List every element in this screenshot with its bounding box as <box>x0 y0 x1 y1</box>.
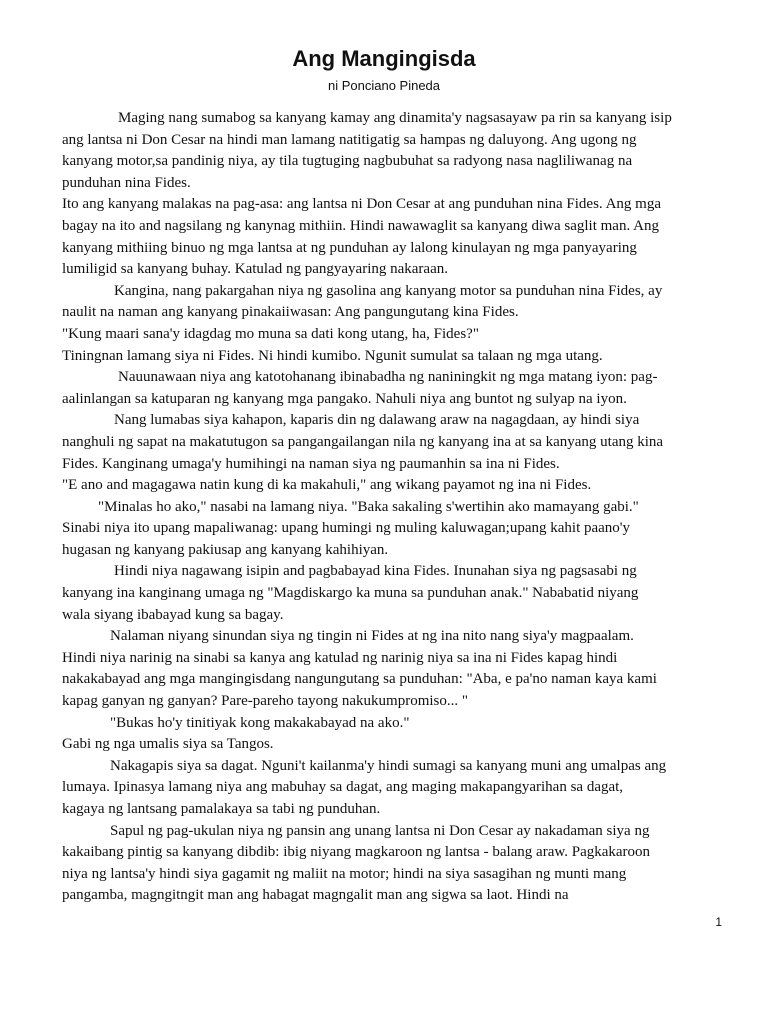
text-line: "E ano and magagawa natin kung di ka makahuli," ang wikang payamot ng ina ni Fides. <box>62 477 592 494</box>
text-line: lumaya. Ipinasya lamang niya ang mabuhay sa dagat, ang maging makapangyarihan sa dagat, <box>62 779 624 796</box>
text-line: kanyang motor,sa pandinig niya, ay tila tugtuging nagbubuhat sa radyong nasa nagliliwanag na <box>62 153 633 170</box>
document-author: ni Ponciano Pineda <box>327 78 441 93</box>
text-line: Hindi niya nagawang isipin and pagbabayad kina Fides. Inunahan siya ng pagsasabi ng <box>114 563 637 580</box>
text-line: Kangina, nang pakargahan niya ng gasolina ang kanyang motor sa punduhan nina Fides, ay <box>114 282 663 299</box>
text-line: Sinabi niya ito upang mapaliwanag: upang humingi ng muling kaluwagan;upang kahit paano'y <box>62 520 631 537</box>
text-line: Sapul ng pag-ukulan niya ng pansin ang unang lantsa ni Don Cesar ay nakadaman siya ng <box>110 822 650 839</box>
text-line: wala siyang ibabayad kung sa bagay. <box>62 606 284 623</box>
text-line: nanghuli ng sapat na makatutugon sa pangangailangan nila ng kanyang ina at sa kanyang utang kina <box>62 433 664 450</box>
text-line: nakakabayad ang mga mangingisdang nangungutang sa punduhan: "Aba, e pa'no naman kaya kami <box>62 671 657 688</box>
text-line: kapag ganyan ng ganyan? Pare-pareho tayong nakukumpromiso... " <box>62 693 469 710</box>
text-line: bagay na ito and nagsilang ng kanynag mithiin. Hindi nawawaglit sa kanyang diwa saglit man. Ang <box>62 217 659 234</box>
text-line: Nang lumabas siya kahapon, kaparis din ng dalawang araw na nagagdaan, ay hindi siya <box>114 412 640 429</box>
page-number: 1 <box>715 915 722 929</box>
text-line: kanyang mithiing binuo ng mga lantsa at ng punduhan ay lalong kinulayan ng mga panyayaring <box>62 239 637 256</box>
document-title: Ang Mangingisda <box>292 46 476 71</box>
text-line: punduhan nina Fides. <box>62 174 191 191</box>
text-line: Nauunawaan niya ang katotohanang ibinabadha ng naniningkit ng mga matang iyon: pag- <box>118 369 658 386</box>
text-line: "Minalas ho ako," nasabi na lamang niya. "Baka sakaling s'wertihin ako mamayang gabi." <box>98 498 639 515</box>
text-line: Nalaman niyang sinundan siya ng tingin ni Fides at ng ina nito nang siya'y magpaalam. <box>110 628 634 645</box>
text-line: kakaibang pintig sa kanyang dibdib: ibig niyang magkaroon ng lantsa - balang araw. Pagkakaroon <box>62 844 651 861</box>
text-line: Nakagapis siya sa dagat. Nguni't kailanma'y hindi sumagi sa kanyang muni ang umalpas ang <box>110 757 667 774</box>
text-line: aalinlangan sa katuparan ng kanyang mga pangako. Nahuli niya ang buntot ng sulyap na iyon. <box>62 390 627 407</box>
text-line: ang lantsa ni Don Cesar na hindi man lamang natitigatig sa hampas ng daluyong. Ang ugong ng <box>62 131 637 148</box>
text-line: kanyang ina kanginang umaga ng "Magdiskargo ka muna sa punduhan anak." Nababatid niyang <box>62 585 639 602</box>
text-line: naulit na naman ang kanyang pinakaiiwasan: Ang pangungutang kina Fides. <box>62 304 519 321</box>
text-line: Tiningnan lamang siya ni Fides. Ni hindi kumibo. Ngunit sumulat sa talaan ng mga utang. <box>62 347 603 364</box>
text-line: hugasan ng kanyang pakiusap ang kanyang kahihiyan. <box>62 541 389 558</box>
text-line: Hindi niya narinig na sinabi sa kanya ang katulad ng narinig niya sa ina ni Fides kapag hindi <box>62 649 618 666</box>
text-line: niya ng lantsa'y hindi siya gagamit ng maliit na motor; hindi na siya sasagihan ng munti mang <box>62 865 627 882</box>
text-line: "Bukas ho'y tinitiyak kong makakabayad na ako." <box>110 714 410 731</box>
text-line: Ito ang kanyang malakas na pag-asa: ang lantsa ni Don Cesar at ang punduhan nina Fides. Ang mga <box>62 196 662 213</box>
text-line: pangamba, magngitngit man ang habagat magngalit man ang sigwa sa laot. Hindi na <box>62 887 569 904</box>
text-line: kagaya ng lantsang pamalakaya sa tabi ng punduhan. <box>62 801 381 817</box>
text-line: lumiligid sa kanyang buhay. Katulad ng pangyayaring nakaraan. <box>62 261 448 278</box>
text-line: Gabi ng nga umalis siya sa Tangos. <box>62 736 274 753</box>
text-line: Fides. Kanginang umaga'y humihingi na naman siya ng paumanhin sa ina ni Fides. <box>62 455 560 472</box>
text-line: Maging nang sumabog sa kanyang kamay ang dinamita'y nagsasayaw pa rin sa kanyang isip <box>118 110 672 126</box>
text-line: "Kung maari sana'y idagdag mo muna sa dati kong utang, ha, Fides?" <box>62 325 479 342</box>
document-body <box>62 108 722 907</box>
